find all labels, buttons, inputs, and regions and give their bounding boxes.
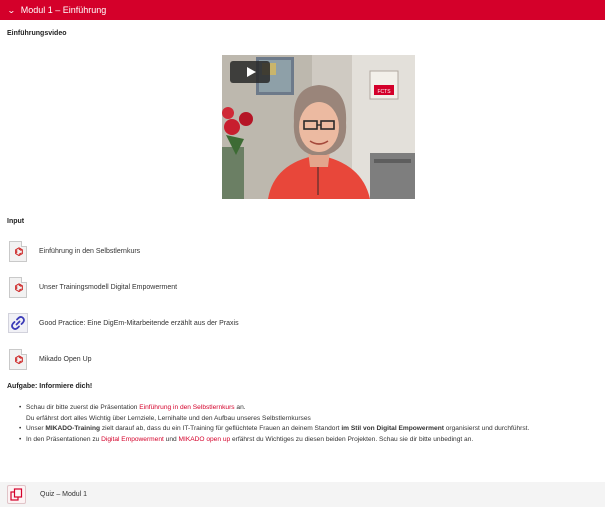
task-list [19, 403, 601, 445]
list-item: • In den Präsentationen zu Digital Empowerment und MIKADO open up erfährst du Wichtiges zu diesen beiden Projekten. Schau sie dir bitte unbedingt an. [19, 435, 474, 443]
list-item: • Unser MIKADO-Training zielt darauf ab, dass du ein IT-Training für geflüchtete Frauen an deinem Standort im Stil von Digital Empowerment organisierst und durchführst. [19, 425, 530, 432]
list-item: • Schau dir bitte zuerst die Präsentation Einführung in den Selbstlernkurs an. Du erfährst dort alles Wichtig über Lernziele, Lernihalte und den Aufbau unseres Selbstlernkurses [19, 404, 311, 422]
quiz-item[interactable] [0, 482, 605, 507]
module-title: Modul 1 – Einführung [20, 5, 107, 15]
resource-item-intro[interactable] [7, 239, 140, 263]
input-section-heading: Input [7, 218, 25, 225]
resource-label: Good Practice: Eine DigEm-Mitarbeitende erzählt aus der Praxis [39, 319, 239, 327]
resource-item-good-practice[interactable] [7, 311, 239, 335]
intro-video[interactable] [222, 55, 415, 199]
play-icon [247, 67, 256, 77]
pdf-icon: ⌬ [9, 349, 27, 370]
quiz-label: Quiz – Modul 1 [40, 491, 88, 498]
module-header[interactable] [0, 0, 605, 20]
pdf-icon: ⌬ [9, 277, 27, 298]
quiz-icon [10, 488, 23, 501]
resource-label: Einführung in den Selbstlernkurs [39, 247, 141, 255]
task-heading: Aufgabe: Informiere dich! [7, 383, 93, 390]
chevron-down-icon: ⌄ [6, 5, 16, 15]
link-icon [8, 313, 28, 333]
resource-item-training-model[interactable] [7, 275, 177, 299]
pdf-icon: ⌬ [9, 241, 27, 262]
link-intro-presentation[interactable]: Einführung in den Selbstlernkurs [139, 404, 235, 411]
poster-sign-text: FCTS [377, 89, 391, 95]
link-digital-empowerment[interactable]: Digital Empowerment [101, 435, 164, 443]
resource-item-mikado[interactable] [7, 347, 92, 371]
resource-label: Mikado Open Up [39, 355, 92, 363]
resource-label: Unser Trainingsmodell Digital Empowerment [39, 283, 178, 291]
link-mikado-open-up[interactable]: MIKADO open up [178, 435, 231, 443]
video-play-button[interactable] [230, 61, 270, 83]
video-section-heading: Einführungsvideo [7, 30, 67, 37]
